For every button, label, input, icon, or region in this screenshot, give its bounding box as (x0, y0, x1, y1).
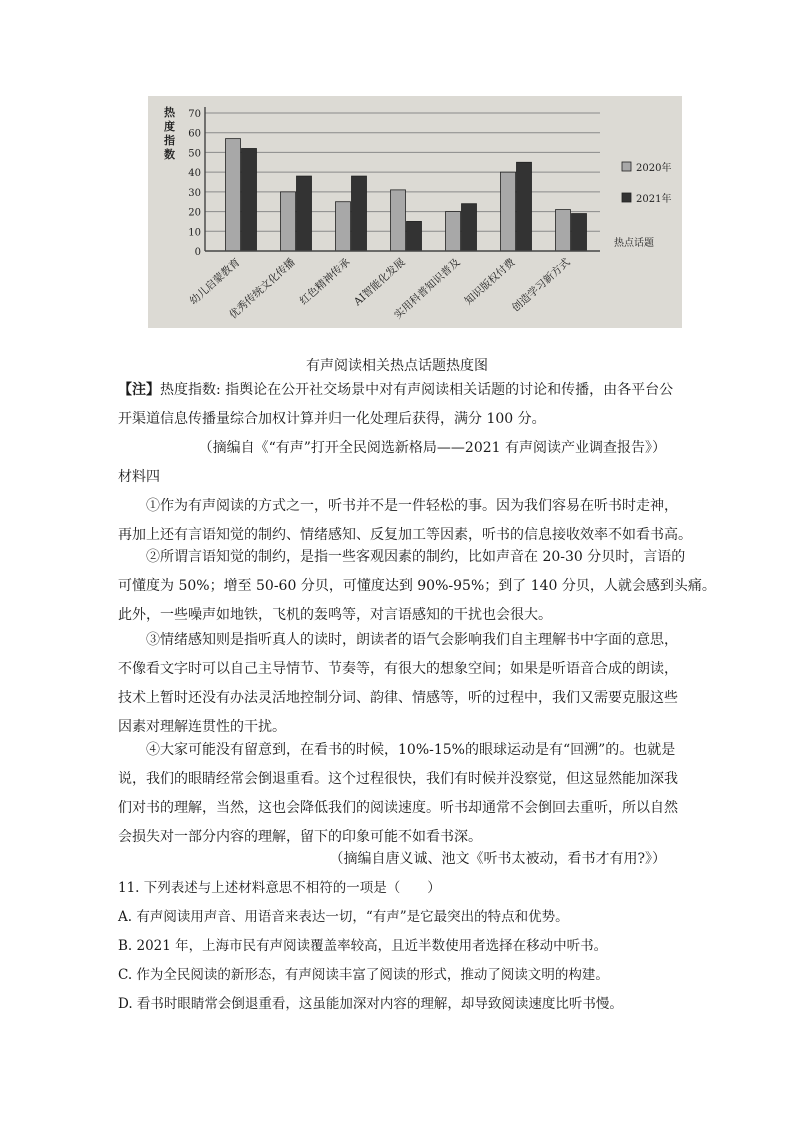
paragraph-4 (118, 736, 678, 852)
bar (391, 190, 406, 251)
material-title: 材料四 (118, 469, 160, 485)
y-tick-label: 10 (188, 227, 201, 239)
note-line-1: 热度指数: 指舆论在公开社交场景中对有声阅读相关话题的讨论和传播，由各平台公 (160, 382, 674, 398)
legend-swatch (622, 162, 631, 171)
x-axis-label: 热点话题 (614, 238, 654, 249)
y-tick-label: 20 (188, 207, 201, 219)
bar (462, 204, 477, 251)
note-line-2: 开渠道信息传播量综合加权计算并归一化处理后获得，满分 100 分。 (118, 411, 546, 427)
bar-chart (148, 96, 682, 328)
paragraph-3-line: 不像看文字时可以自己主导情节、节奏等，有很大的想象空间；如果是听语音合成的朗读， (118, 661, 678, 677)
bar (501, 172, 516, 251)
x-tick-label: 红色精神传承 (297, 256, 353, 308)
y-tick-label: 50 (188, 148, 201, 160)
paragraph-3 (118, 626, 678, 742)
paragraph-2-line: ②所谓言语知觉的制约，是指一些客观因素的制约，比如声音在 20-30 分贝时，言语的 (146, 549, 686, 565)
bar (226, 139, 241, 251)
source-citation-1: （摘编自《“有声”打开全民阅选新格局——2021 有声阅读产业调查报告》） (198, 440, 666, 456)
option-b: B. 2021 年，上海市民有声阅读覆盖率较高，且近半数使用者选择在移动中听书。 (118, 938, 608, 954)
option-c: C. 作为全民阅读的新形态，有声阅读丰富了阅读的形式，推动了阅读文明的构建。 (118, 967, 609, 983)
x-tick-label: 幼儿启蒙教育 (187, 256, 243, 308)
bar (242, 148, 257, 251)
paragraph-2-line: 可懂度为 50%；增至 50-60 分贝，可懂度达到 90%-95%；到了 140 分贝，人就会感到头痛。 (118, 578, 716, 594)
x-tick-label: 实用科普知识普及 (392, 256, 463, 322)
paragraph-1 (118, 492, 692, 550)
bar (297, 176, 312, 251)
note-label: 【注】 (118, 382, 160, 398)
paragraph-3-line: ③情绪感知则是指听真人的读时，朗读者的语气会影响我们自主理解书中字面的意思， (146, 632, 678, 648)
chart-photo (148, 96, 682, 328)
legend-label: 2021年 (636, 194, 672, 205)
y-axis-label: 热度指数 (164, 106, 175, 161)
paragraph-3-line: 技术上暂时还没有办法灵活地控制分词、韵律、情感等，听的过程中，我们又需要克服这些 (118, 690, 678, 706)
x-tick-label: 创造学习新方式 (509, 256, 573, 315)
bar (446, 212, 461, 251)
y-tick-label: 30 (188, 187, 201, 199)
bar (281, 192, 296, 251)
paragraph-4-line: 说，我们的眼睛经常会倒退重看。这个过程很快，我们有时候并没察觉，但这显然能加深我 (118, 771, 678, 787)
paragraph-4-line: ④大家可能没有留意到，在看书的时候，10%-15%的眼球运动是有“回溯”的。也就是 (146, 742, 676, 758)
legend-label: 2020年 (636, 163, 672, 174)
y-tick-label: 0 (194, 247, 201, 258)
bar (556, 210, 571, 251)
paragraph-2-line: 此外，一些噪声如地铁，飞机的轰鸣等，对言语感知的干扰也会很大。 (118, 607, 552, 623)
y-tick-label: 40 (188, 168, 201, 180)
bar (336, 202, 351, 251)
bar (572, 214, 587, 251)
option-d: D. 看书时眼睛常会倒退重看，这虽能加深对内容的理解，却导致阅读速度比听书慢。 (118, 996, 623, 1012)
paragraph-1-line: ①作为有声阅读的方式之一，听书并不是一件轻松的事。因为我们容易在听书时走神， (146, 498, 678, 514)
question-11 (118, 874, 678, 1019)
bar (407, 221, 422, 251)
paragraph-2 (118, 543, 716, 630)
x-tick-label: AI智能化发展 (351, 256, 408, 309)
paragraph-1-line: 再加上还有言语知觉的制约、情绪感知、反复加工等因素，听书的信息接收效率不如看书高。 (118, 527, 692, 543)
paragraph-4-line: 会损失对一部分内容的理解，留下的印象可能不如看书深。 (118, 829, 482, 845)
y-tick-label: 70 (188, 109, 201, 120)
chart-note (118, 376, 678, 434)
chart-caption: 有声阅读相关热点话题热度图 (306, 358, 488, 374)
bar (352, 176, 367, 251)
bar (517, 162, 532, 251)
y-tick-label: 60 (188, 128, 201, 140)
paragraph-3-line: 因素对理解连贯性的干扰。 (118, 719, 286, 735)
paragraph-4-line: 们对书的理解，当然，这也会降低我们的阅读速度。听书却通常不会倒回去重听，所以自然 (118, 800, 678, 816)
question-stem: 11. 下列表述与上述材料意思不相符的一项是（ ） (118, 880, 441, 896)
legend-swatch (622, 193, 631, 202)
x-tick-label: 知识版权付费 (462, 256, 518, 308)
source-citation-2: （摘编自唐义诚、池文《听书太被动，看书才有用?》） (329, 851, 666, 867)
option-a: A. 有声阅读用声音、用语音来表达一切，“有声”是它最突出的特点和优势。 (118, 909, 569, 925)
x-tick-label: 优秀传统文化传播 (227, 256, 298, 322)
